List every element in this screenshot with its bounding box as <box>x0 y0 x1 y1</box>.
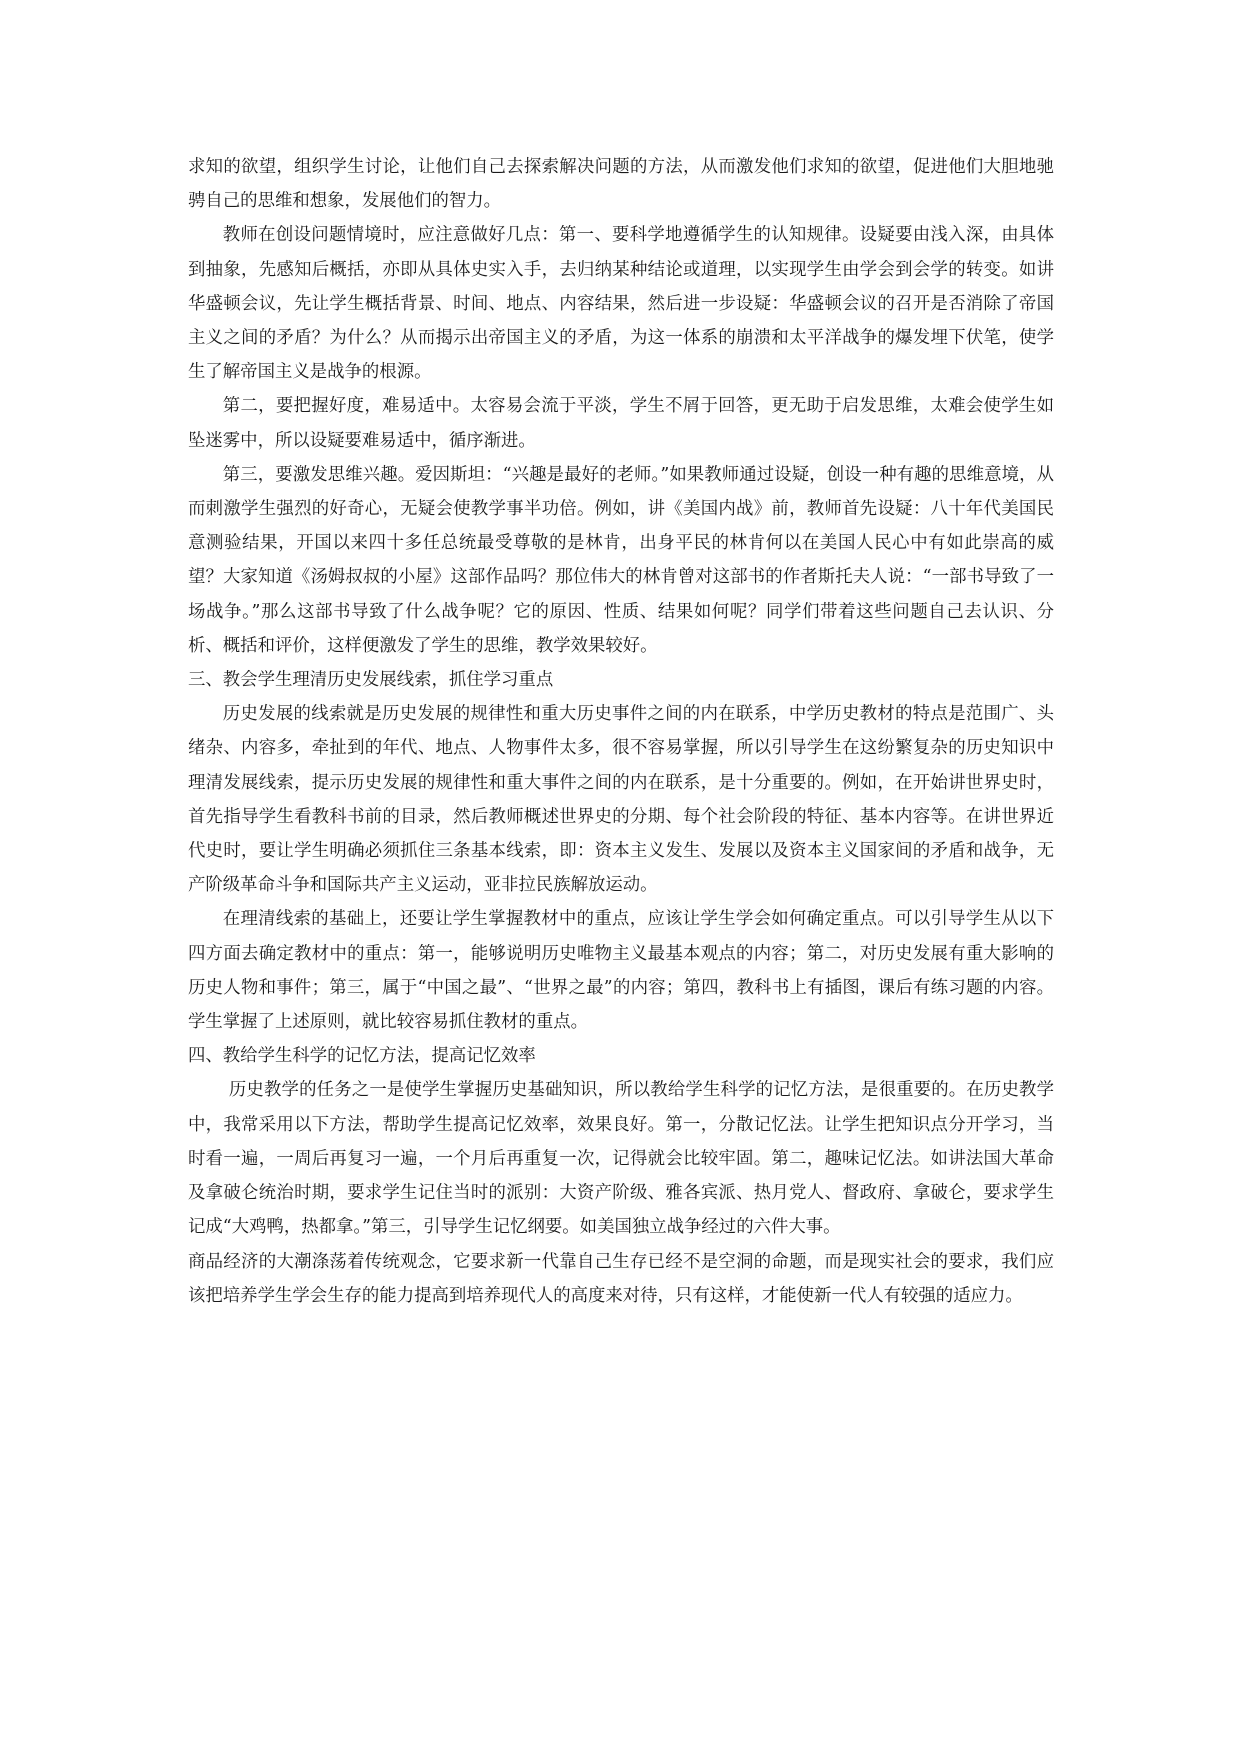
paragraph-intro-continuation: 求知的欲望，组织学生讨论，让他们自己去探索解决问题的方法，从而激发他们求知的欲望，促进他们大胆地驰骋自己的思维和想象，发展他们的智力。 <box>188 157 1054 212</box>
paragraph-history-clues: 历史发展的线索就是历史发展的规律性和重大历史事件之间的内在联系，中学历史教材的特点是范围广、头绪杂、内容多，牵扯到的年代、地点、人物事件太多，很不容易掌握，所以引导学生在这纷繁复杂的历史知识中理清发展线索，提示历史发展的规律性和重大事件之间的内在联系，是十分重要的。例如，在开始讲世界史时，首先指导学生看教科书前的目录，然后教师概述世界史的分期、每个社会阶段的特征、基本内容等。在讲世界近代史时，要让学生明确必须抓住三条基本线索，即：资本主义发生、发展以及资本主义国家间的矛盾和战争，无产阶级革命斗争和国际共产主义运动，亚非拉民族解放运动。 <box>188 704 1054 896</box>
document-body <box>188 150 1054 1313</box>
section-heading-3: 三、教会学生理清历史发展线索，抓住学习重点 <box>188 670 554 691</box>
paragraph-key-points: 在理清线索的基础上，还要让学生掌握教材中的重点，应该让学生学会如何确定重点。可以引导学生从以下四方面去确定教材中的重点：第一，能够说明历史唯物主义最基本观点的内容；第二，对历史发展有重大影响的历史人物和事件；第三，属于“中国之最”、“世界之最”的内容；第四，教科书上有插图，课后有练习题的内容。学生掌握了上述原则，就比较容易抓住教材的重点。 <box>188 909 1054 1033</box>
paragraph-problem-situation: 教师在创设问题情境时，应注意做好几点：第一、要科学地遵循学生的认知规律。设疑要由浅入深，由具体到抽象，先感知后概括，亦即从具体史实入手，去归纳某种结论或道理，以实现学生由学会到会学的转变。如讲华盛顿会议，先让学生概括背景、时间、地点、内容结果，然后进一步设疑：华盛顿会议的召开是否消除了帝国主义之间的矛盾？为什么？从而揭示出帝国主义的矛盾，为这一体系的崩溃和太平洋战争的爆发埋下伏笔，使学生了解帝国主义是战争的根源。 <box>188 225 1054 383</box>
paragraph-thinking-interest: 第三，要激发思维兴趣。爱因斯坦：“兴趣是最好的老师。”如果教师通过设疑，创设一种有趣的思维意境，从而刺激学生强烈的好奇心，无疑会使教学事半功倍。例如，讲《美国内战》前，教师首先设疑：八十年代美国民意测验结果，开国以来四十多任总统最受尊敬的是林肯，出身平民的林肯何以在美国人民心中有如此崇高的威望？大家知道《汤姆叔叔的小屋》这部作品吗？那位伟大的林肯曾对这部书的作者斯托夫人说：“一部书导致了一场战争。”那么这部书导致了什么战争呢？它的原因、性质、结果如何呢？同学们带着这些问题自己去认识、分析、概括和评价，这样便激发了学生的思维，教学效果较好。 <box>188 464 1054 656</box>
paragraph-difficulty-level: 第二，要把握好度，难易适中。太容易会流于平淡，学生不屑于回答，更无助于启发思维，太难会使学生如坠迷雾中，所以设疑要难易适中，循序渐进。 <box>188 396 1054 451</box>
paragraph-memory-methods: 历史教学的任务之一是使学生掌握历史基础知识，所以教给学生科学的记忆方法，是很重要的。在历史教学中，我常采用以下方法，帮助学生提高记忆效率，效果良好。第一，分散记忆法。让学生把知识点分开学习，当时看一遍，一周后再复习一遍，一个月后再重复一次，记得就会比较牢固。第二，趣味记忆法。如讲法国大革命及拿破仑统治时期，要求学生记住当时的派别：大资产阶级、雅各宾派、热月党人、督政府、拿破仑，要求学生记成“大鸡鸭，热都拿。”第三，引导学生记忆纲要。如美国独立战争经过的六件大事。 <box>188 1080 1054 1238</box>
section-heading-4: 四、教给学生科学的记忆方法，提高记忆效率 <box>188 1046 536 1067</box>
paragraph-conclusion: 商品经济的大潮涤荡着传统观念，它要求新一代靠自己生存已经不是空洞的命题，而是现实社会的要求，我们应该把培养学生学会生存的能力提高到培养现代人的高度来对待，只有这样，才能使新一代人有较强的适应力。 <box>188 1251 1054 1306</box>
